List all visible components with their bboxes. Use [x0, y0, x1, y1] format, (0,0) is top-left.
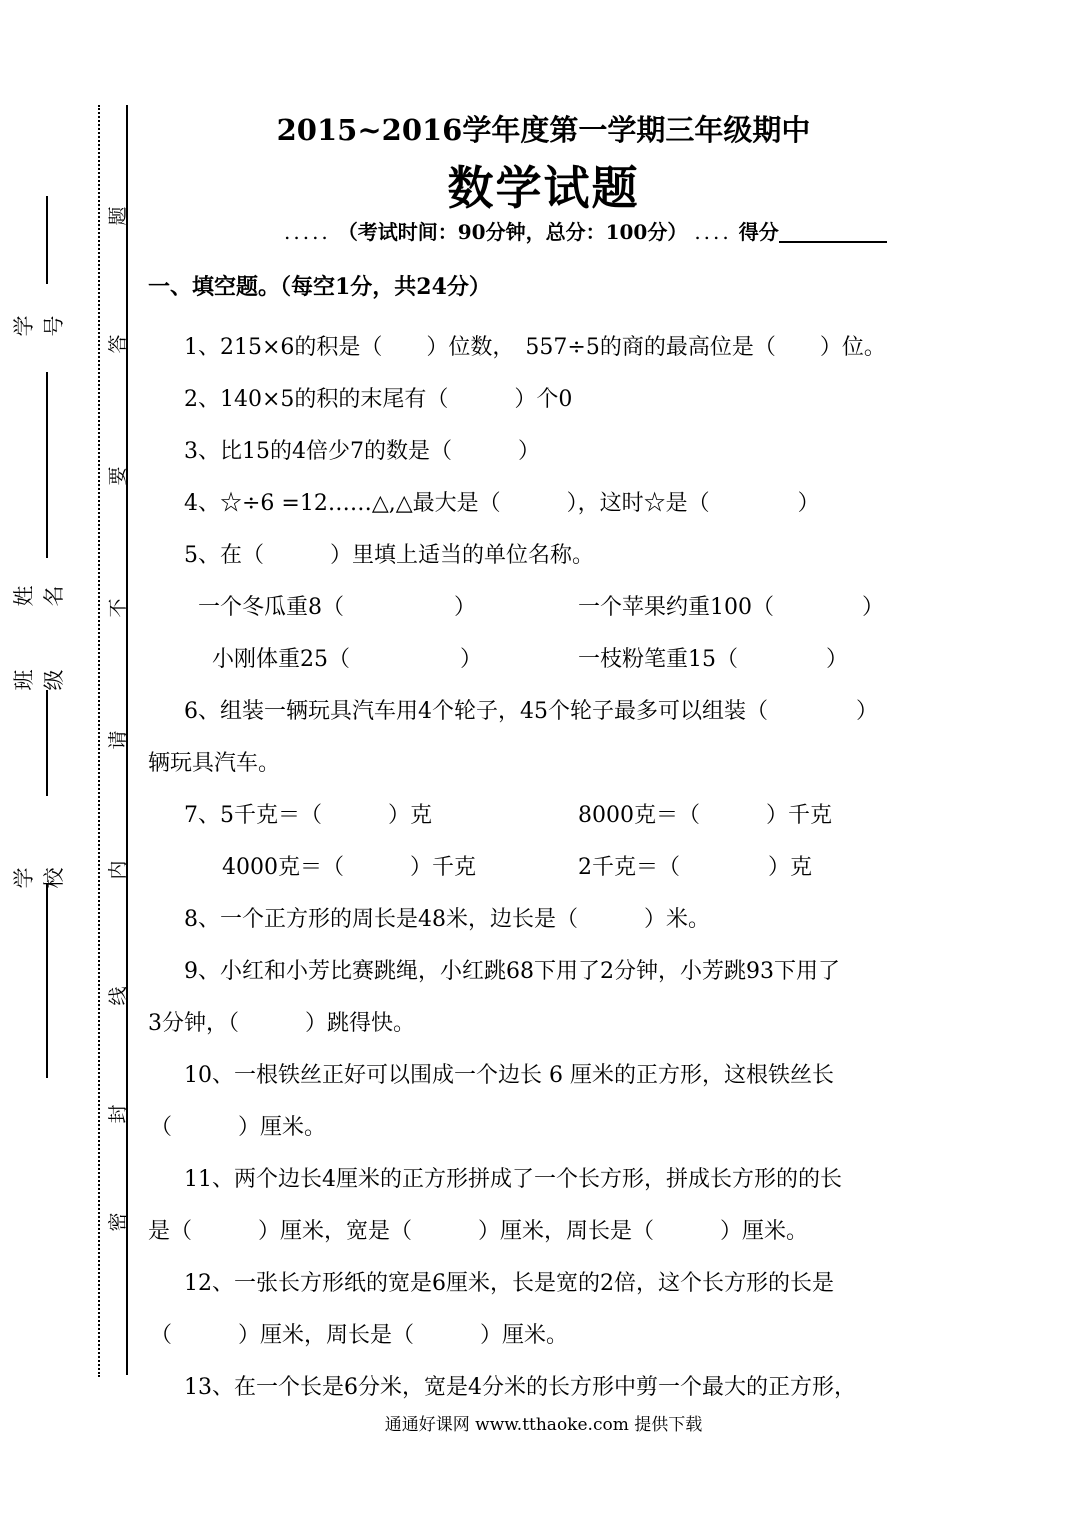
- question-7-item: 7、5千克＝（ ）克: [184, 803, 432, 828]
- class-line[interactable]: [46, 690, 48, 796]
- question-12: 12、一张长方形纸的宽是6厘米，长是宽的2倍，这个长方形的长是: [184, 1271, 834, 1296]
- question-9: 9、小红和小芳比赛跳绳，小红跳68下用了2分钟，小芳跳93下用了: [184, 959, 840, 984]
- school-label: 学校: [12, 867, 66, 889]
- score-label: 得分: [738, 220, 779, 244]
- score-blank[interactable]: [779, 221, 887, 243]
- footer-source: 通通好课网 www.tthaoke.com 提供下载: [384, 1415, 703, 1435]
- question-11: 11、两个边长4厘米的正方形拼成了一个长方形，拼成长方形的的长: [184, 1167, 842, 1192]
- exam-info: （考试时间：90分钟，总分：100分）: [337, 220, 688, 244]
- question-7-item: 4000克＝（ ）千克: [222, 855, 476, 880]
- question-7-item: 8000克＝（ ）千克: [578, 803, 832, 828]
- question-12-cont: （ ）厘米，周长是（ ）厘米。: [150, 1323, 569, 1348]
- section-heading: 一、填空题。（每空1分，共24分）: [148, 274, 491, 300]
- question-5-item: 一个苹果约重100（ ）: [578, 595, 884, 620]
- question-3: 3、比15的4倍少7的数是（ ）: [184, 439, 540, 464]
- question-7-item: 2千克＝（ ）克: [578, 855, 812, 880]
- question-6: 6、组装一辆玩具汽车用4个轮子，45个轮子最多可以组装（ ）: [184, 699, 878, 724]
- seal-char: 要: [107, 466, 129, 486]
- question-1: 1、215×6的积是（ ）位数， 557÷5的商的最高位是（ ）位。: [184, 335, 886, 360]
- question-4: 4、☆÷6 =12……△,△最大是（ ），这时☆是（ ）: [184, 491, 820, 516]
- question-5: 5、在（ ）里填上适当的单位名称。: [184, 543, 594, 568]
- question-8: 8、一个正方形的周长是48米，边长是（ ）米。: [184, 907, 710, 932]
- question-6-cont: 辆玩具汽车。: [148, 751, 281, 776]
- seal-char: 不: [107, 598, 129, 618]
- question-13: 13、在一个长是6分米，宽是4分米的长方形中剪一个最大的正方形，: [184, 1375, 856, 1400]
- seal-char: 线: [107, 986, 129, 1006]
- seal-char: 密: [107, 1212, 129, 1232]
- school-line[interactable]: [46, 884, 48, 1078]
- exam-subject-title: 数学试题: [447, 161, 640, 215]
- binding-dotted-line: [98, 105, 100, 1377]
- question-10: 10、一根铁丝正好可以围成一个边长 6 厘米的正方形，这根铁丝长: [184, 1063, 834, 1088]
- leader-dots: ....: [694, 220, 732, 244]
- student-id-label: 学号: [12, 315, 66, 337]
- question-5-item: 小刚体重25（ ）: [212, 647, 482, 672]
- seal-char: 封: [107, 1104, 129, 1124]
- class-label: 班级: [12, 669, 66, 691]
- question-5-item: 一枝粉笔重15（ ）: [578, 647, 848, 672]
- name-label: 姓名: [12, 585, 66, 607]
- name-line[interactable]: [46, 372, 48, 558]
- question-11-cont: 是（ ）厘米，宽是（ ）厘米，周长是（ ）厘米。: [148, 1219, 809, 1244]
- exam-title: 2015~2016学年度第一学期三年级期中: [276, 113, 811, 147]
- seal-char: 内: [107, 860, 129, 880]
- question-10-cont: （ ）厘米。: [150, 1115, 327, 1140]
- seal-char: 请: [107, 730, 129, 750]
- question-2: 2、140×5的积的末尾有（ ）个0: [184, 387, 573, 412]
- seal-char: 答: [107, 334, 129, 354]
- seal-char: 题: [107, 206, 129, 226]
- question-9-cont: 3分钟，（ ）跳得快。: [148, 1011, 415, 1036]
- leader-dots: .....: [284, 220, 331, 244]
- exam-info-line: [284, 216, 887, 245]
- question-5-item: 一个冬瓜重8（ ）: [198, 595, 476, 620]
